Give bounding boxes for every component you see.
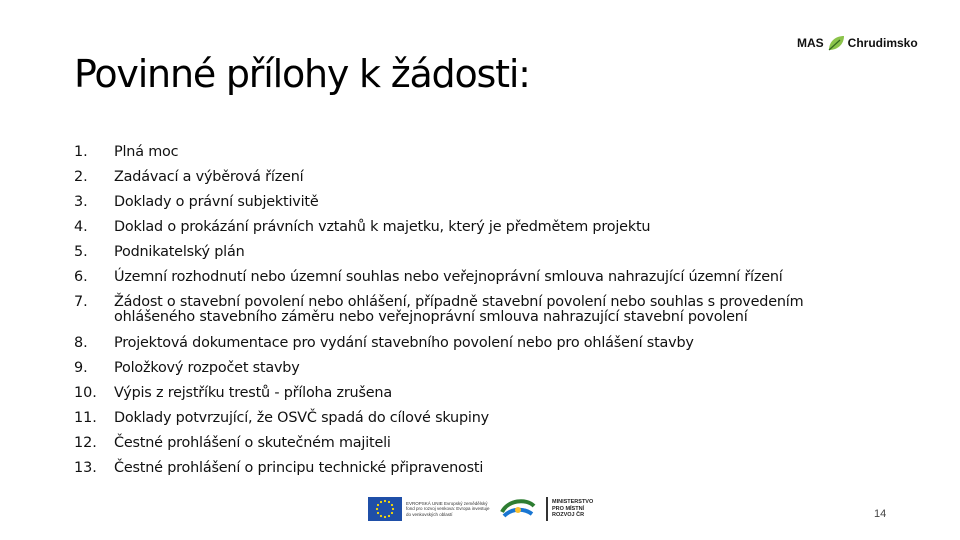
eu-flag-icon [368,497,402,521]
list-item [74,334,864,353]
item-text: Žádost o stavební povolení nebo ohlášení, případně stavební povolení nebo souhlas s provedením ohlášeného stavebního záměru nebo veřejnoprávní smlouva nahrazující stavební povolení [114,294,804,325]
item-text: Zadávací a výběrová řízení [114,169,304,185]
item-number: 4. [74,219,88,235]
list-item [74,384,864,403]
item-number: 7. [74,294,88,310]
mmr-logo [546,497,604,521]
mmr-divider [546,497,548,521]
list-item [74,359,864,378]
item-text: Podnikatelský plán [114,244,245,260]
list-item [74,459,864,478]
ms-2014-2020-icon [498,496,538,522]
item-number: 8. [74,335,88,351]
item-number: 1. [74,144,88,160]
list-item [74,434,864,453]
footer-logos [368,496,604,522]
list-item [74,293,864,325]
mmr-logo-text: MINISTERSTVO PRO MÍSTNÍ ROZVOJ ČR [552,499,594,519]
list-item [74,409,864,428]
leaf-icon [826,33,846,53]
list-item [74,218,864,237]
list-item [74,268,864,287]
item-number: 3. [74,194,88,210]
item-text: Čestné prohlášení o principu technické připravenosti [114,460,484,476]
logo-text-chrudimsko: Chrudimsko [847,36,918,50]
item-text: Doklady potvrzující, že OSVČ spadá do cílové skupiny [114,410,489,426]
list-item [74,193,864,212]
item-number: 5. [74,244,88,260]
list-item [74,243,864,262]
item-number: 6. [74,269,88,285]
list-item [74,168,864,187]
item-number: 12. [74,435,97,451]
item-text: Projektová dokumentace pro vydání stavebního povolení nebo pro ohlášení stavby [114,335,694,351]
list-item [74,143,864,162]
item-number: 9. [74,360,88,376]
item-text: Územní rozhodnutí nebo územní souhlas nebo veřejnoprávní smlouva nahrazující územní řízení [114,269,783,285]
item-number: 13. [74,460,97,476]
mas-chrudimsko-logo [797,33,918,53]
item-text: Položkový rozpočet stavby [114,360,300,376]
item-text: Čestné prohlášení o skutečném majiteli [114,435,391,451]
eu-logo [368,497,490,521]
attachments-list [74,143,864,484]
item-number: 10. [74,385,97,401]
page-title: Povinné přílohy k žádosti: [74,52,530,96]
item-number: 11. [74,410,97,426]
logo-text-mas: MAS [797,36,824,50]
item-text: Výpis z rejstříku trestů - příloha zrušena [114,385,392,401]
item-number: 2. [74,169,88,185]
eu-logo-text: EVROPSKÁ UNIE Evropský zemědělský fond pro rozvoj venkova: Evropa investuje do venkovských oblastí [406,500,490,517]
item-text: Doklady o právní subjektivitě [114,194,319,210]
item-text: Plná moc [114,144,179,160]
page-number: 14 [874,508,887,520]
item-text: Doklad o prokázání právních vztahů k majetku, který je předmětem projektu [114,219,651,235]
